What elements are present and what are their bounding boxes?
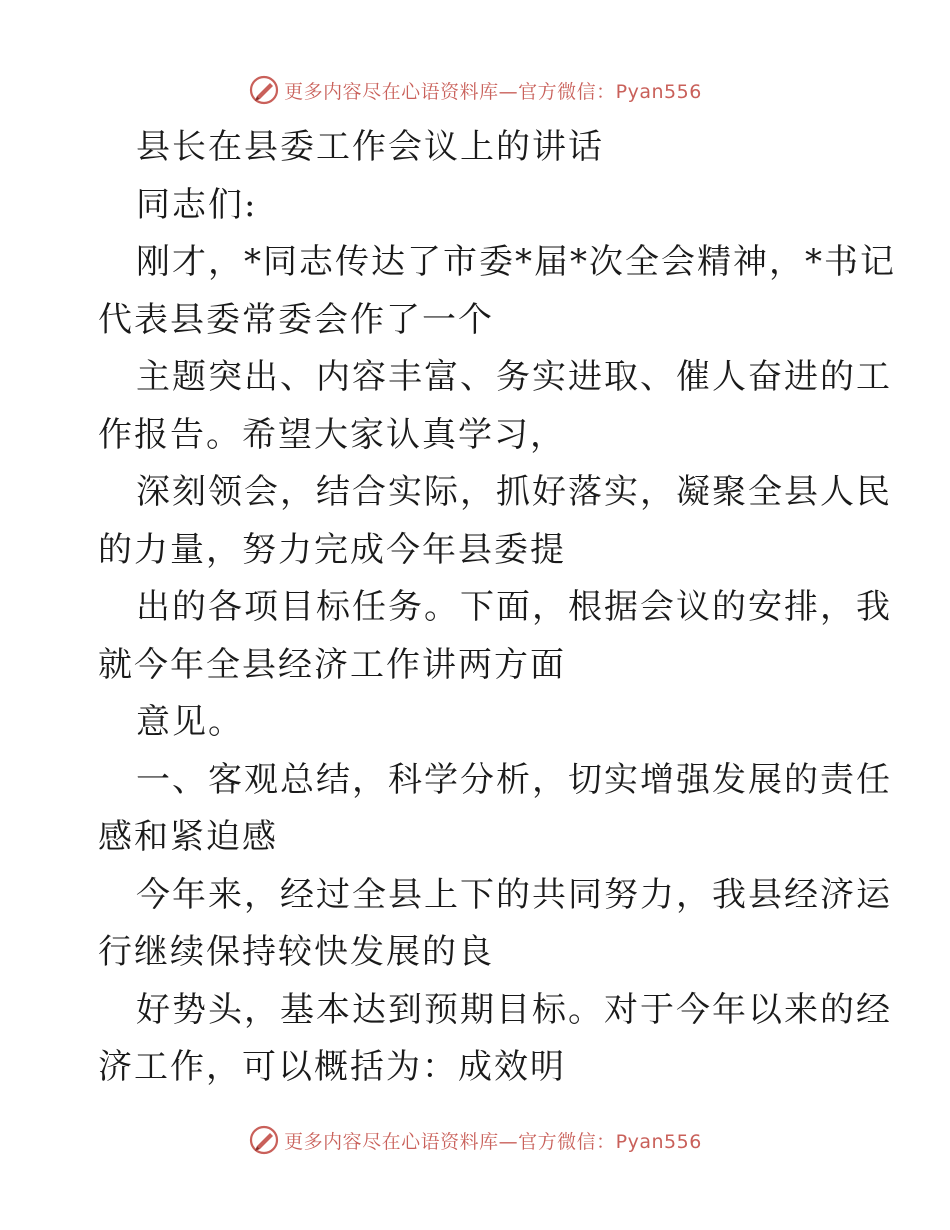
pen-circle-logo-icon — [248, 1124, 280, 1156]
document-body — [98, 119, 896, 1097]
body-line: 好势头，基本达到预期目标。对于今年以来的经 — [136, 989, 892, 1030]
body-line: 刚才，*同志传达了市委*届*次全会精神，*书记 — [136, 242, 896, 282]
body-line: 行继续保持较快发展的良 — [98, 932, 494, 972]
body-line: 的力量，努力完成今年县委提 — [98, 529, 566, 570]
body-line: 今年来，经过全县上下的共同努力，我县经济运 — [136, 874, 892, 915]
section-heading: 一、客观总结，科学分析，切实增强发展的责任 — [136, 759, 892, 800]
body-line: 作报告。希望大家认真学习， — [98, 414, 566, 455]
body-line: 意见。 — [136, 702, 244, 742]
document-title: 县长在县委工作会议上的讲话 — [136, 127, 604, 167]
watermark-text: 更多内容尽在心语资料库—官方微信：Pyan556 — [284, 1130, 702, 1153]
body-line: 深刻领会，结合实际，抓好落实，凝聚全县人民 — [136, 472, 892, 512]
body-line: 代表县委常委会作了一个 — [98, 299, 494, 340]
pen-circle-logo-icon — [248, 74, 280, 106]
section-heading: 感和紧迫感 — [98, 817, 278, 857]
body-line: 主题突出、内容丰富、务实进取、催人奋进的工 — [136, 357, 892, 397]
watermark-banner-top — [0, 70, 950, 110]
body-line: 济工作，可以概括为：成效明 — [98, 1047, 566, 1087]
body-line: 就今年全县经济工作讲两方面 — [98, 644, 566, 685]
watermark-text: 更多内容尽在心语资料库—官方微信：Pyan556 — [284, 80, 702, 103]
salutation: 同志们: — [136, 184, 258, 225]
watermark-banner-bottom — [0, 1120, 950, 1160]
body-line: 出的各项目标任务。下面，根据会议的安排，我 — [136, 587, 892, 627]
